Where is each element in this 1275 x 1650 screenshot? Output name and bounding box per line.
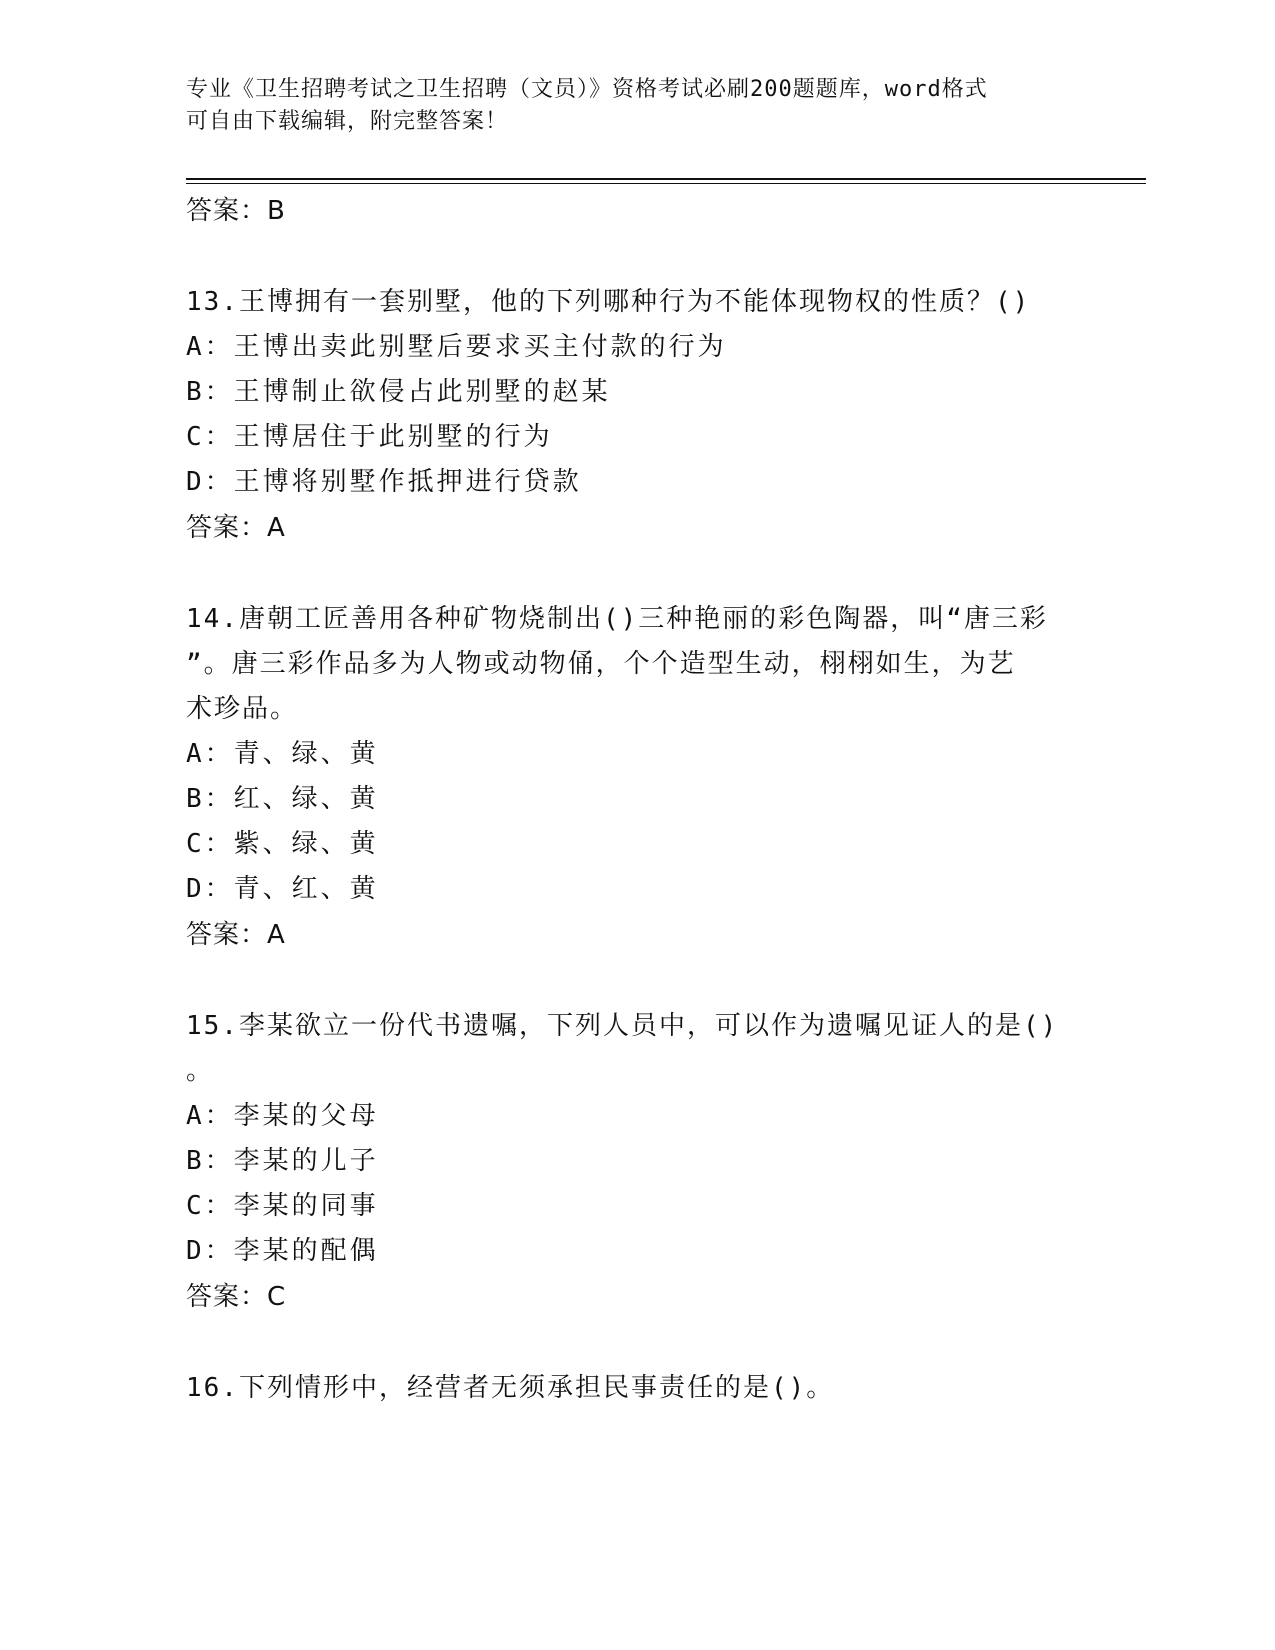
option-a: A：李某的父母 <box>186 1101 379 1131</box>
option-d: D：李某的配偶 <box>186 1236 379 1266</box>
option-a: A：青、绿、黄 <box>186 739 379 769</box>
spacer <box>186 958 1086 1004</box>
option-c: C：紫、绿、黄 <box>186 829 379 859</box>
stem-line: 14.唐朝工匠善用各种矿物烧制出()三种艳丽的彩色陶器，叫“唐三彩 <box>186 604 1048 634</box>
header-line-2: 可自由下载编辑，附完整答案！ <box>186 109 509 134</box>
answer: 答案：A <box>186 920 286 950</box>
option-a: A：王博出卖此别墅后要求买主付款的行为 <box>186 332 727 362</box>
option-d: D：王博将别墅作抵押进行贷款 <box>186 467 582 497</box>
stem-line: 15.李某欲立一份代书遗嘱，下列人员中，可以作为遗嘱见证人的是() <box>186 1011 1059 1041</box>
question-14 <box>186 597 1086 958</box>
question-15 <box>186 1004 1086 1320</box>
stem-line: 。 <box>186 1056 215 1086</box>
answer: 答案：C <box>186 1282 287 1312</box>
option-d: D：青、红、黄 <box>186 874 379 904</box>
header-line-1: 专业《卫生招聘考试之卫生招聘（文员）》资格考试必刷200题题库，word格式 <box>186 77 988 102</box>
question-stem <box>186 597 1086 732</box>
option-b: B：红、绿、黄 <box>186 784 379 814</box>
answer: 答案：A <box>186 513 286 543</box>
question-16 <box>186 1366 1086 1411</box>
spacer <box>186 1320 1086 1366</box>
spacer <box>186 551 1086 597</box>
option-c: C：王博居住于此别墅的行为 <box>186 422 553 452</box>
question-13 <box>186 280 1086 551</box>
option-b: B：李某的儿子 <box>186 1146 379 1176</box>
stem-line: 术珍品。 <box>186 694 299 724</box>
question-list <box>186 188 1086 1411</box>
document-header <box>186 74 1066 138</box>
option-b: B：王博制止欲侵占此别墅的赵某 <box>186 377 611 407</box>
header-divider-thin <box>186 183 1146 184</box>
stem-line: 16.下列情形中，经营者无须承担民事责任的是()。 <box>186 1373 835 1403</box>
option-c: C：李某的同事 <box>186 1191 379 1221</box>
question-stem <box>186 1004 1086 1094</box>
question-stem <box>186 280 1086 325</box>
stem-line: ”。唐三彩作品多为人物或动物俑，个个造型生动，栩栩如生，为艺 <box>186 649 1016 679</box>
header-divider-thick <box>186 178 1146 180</box>
question-stem <box>186 1366 1086 1411</box>
previous-answer: 答案：B <box>186 196 286 226</box>
spacer <box>186 234 1086 280</box>
stem-line: 13.王博拥有一套别墅，他的下列哪种行为不能体现物权的性质？() <box>186 287 1031 317</box>
